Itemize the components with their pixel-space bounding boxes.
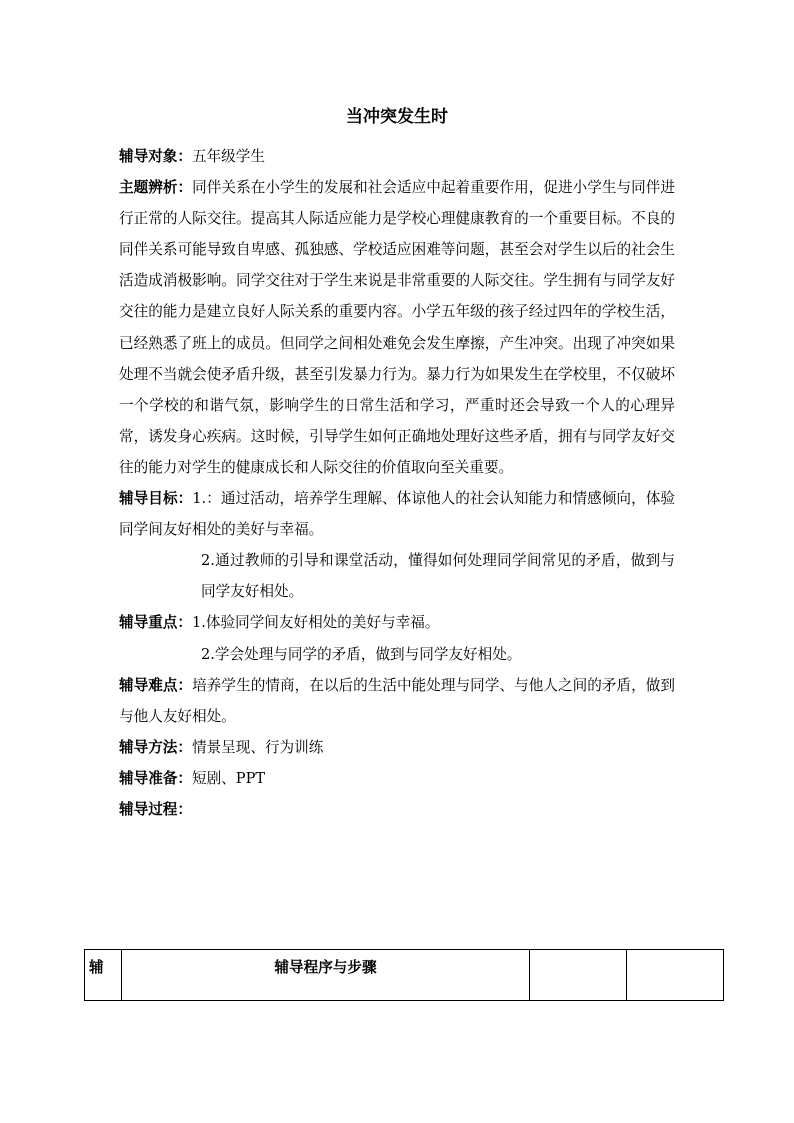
analysis-label: 主题辨析： — [119, 179, 193, 197]
goals-label: 辅导目标： — [119, 490, 193, 508]
keypoints-paragraph — [119, 607, 675, 638]
difficulty-label: 辅导难点： — [119, 676, 193, 694]
process-table — [84, 949, 724, 1001]
document-body — [119, 141, 675, 825]
process-label: 辅导过程： — [119, 800, 192, 818]
keypoints-label: 辅导重点： — [119, 614, 192, 632]
method-paragraph — [119, 732, 675, 763]
analysis-text: 同伴关系在小学生的发展和社会适应中起着重要作用，促进小学生与同伴进行正常的人际交往。提高其人际适应能力是学校心理健康教育的一个重要目标。不良的同伴关系可能导致自卑感、孤独感、学校适应困难等问题，甚至会对学生以后的社会生活造成消极影响。同学交往对于学生来说是非常重要的人际交往。学生拥有与同学友好交往的能力是建立良好人际关系的重要内容。小学五年级的孩子经过四年的学校生活，已经熟悉了班上的成员。但同学之间相处难免会发生摩擦，产生冲突。出现了冲突如果处理不当就会使矛盾升级，甚至引发暴力行为。暴力行为如果发生在学校里，不仅破坏一个学校的和谐气氛，影响学生的日常生活和学习，严重时还会导致一个人的心理异常，诱发身心疾病。这时候，引导学生如何正确地处理好这些矛盾，拥有与同学友好交往的能力对学生的健康成长和人际交往的价值取向至关重要。 — [119, 179, 675, 476]
method-text: 情景呈现、行为训练 — [191, 738, 324, 756]
analysis-paragraph — [119, 172, 675, 483]
process-paragraph — [119, 794, 675, 825]
keypoints-paragraph-2 — [119, 639, 675, 670]
difficulty-paragraph — [119, 670, 675, 732]
goals-item-2: 2.通过教师的引导和课堂活动，懂得如何处理同学间常见的矛盾，做到与同学友好相处。 — [201, 552, 675, 601]
difficulty-text: 培养学生的情商，在以后的生活中能处理与同学、与他人之间的矛盾，做到与他人友好相处。 — [119, 676, 675, 725]
table-cell-4 — [627, 950, 724, 1001]
table-cell-steps-header: 辅导程序与步骤 — [122, 950, 530, 1001]
keypoints-item-2: 2.学会处理与同学的矛盾，做到与同学友好相处。 — [201, 645, 522, 663]
document-title: 当冲突发生时 — [346, 107, 448, 127]
target-paragraph — [119, 141, 675, 172]
target-label: 辅导对象： — [119, 148, 192, 165]
target-text: 五年级学生 — [191, 148, 265, 165]
prep-text: 短剧、PPT — [191, 769, 266, 787]
table-row — [85, 950, 724, 1001]
method-label: 辅导方法： — [119, 738, 192, 756]
prep-label: 辅导准备： — [119, 769, 192, 787]
table-cell-3 — [530, 950, 627, 1001]
prep-paragraph — [119, 763, 675, 794]
goals-paragraph-2 — [119, 545, 675, 607]
goals-paragraph — [119, 483, 675, 545]
goals-item-1: 1.：通过活动，培养学生理解、体谅他人的社会认知能力和情感倾向，体验同学间友好相处的美好与幸福。 — [119, 490, 675, 539]
keypoints-item-1: 1.体验同学间友好相处的美好与幸福。 — [191, 614, 440, 632]
table-cell-1: 辅 — [85, 950, 122, 1001]
